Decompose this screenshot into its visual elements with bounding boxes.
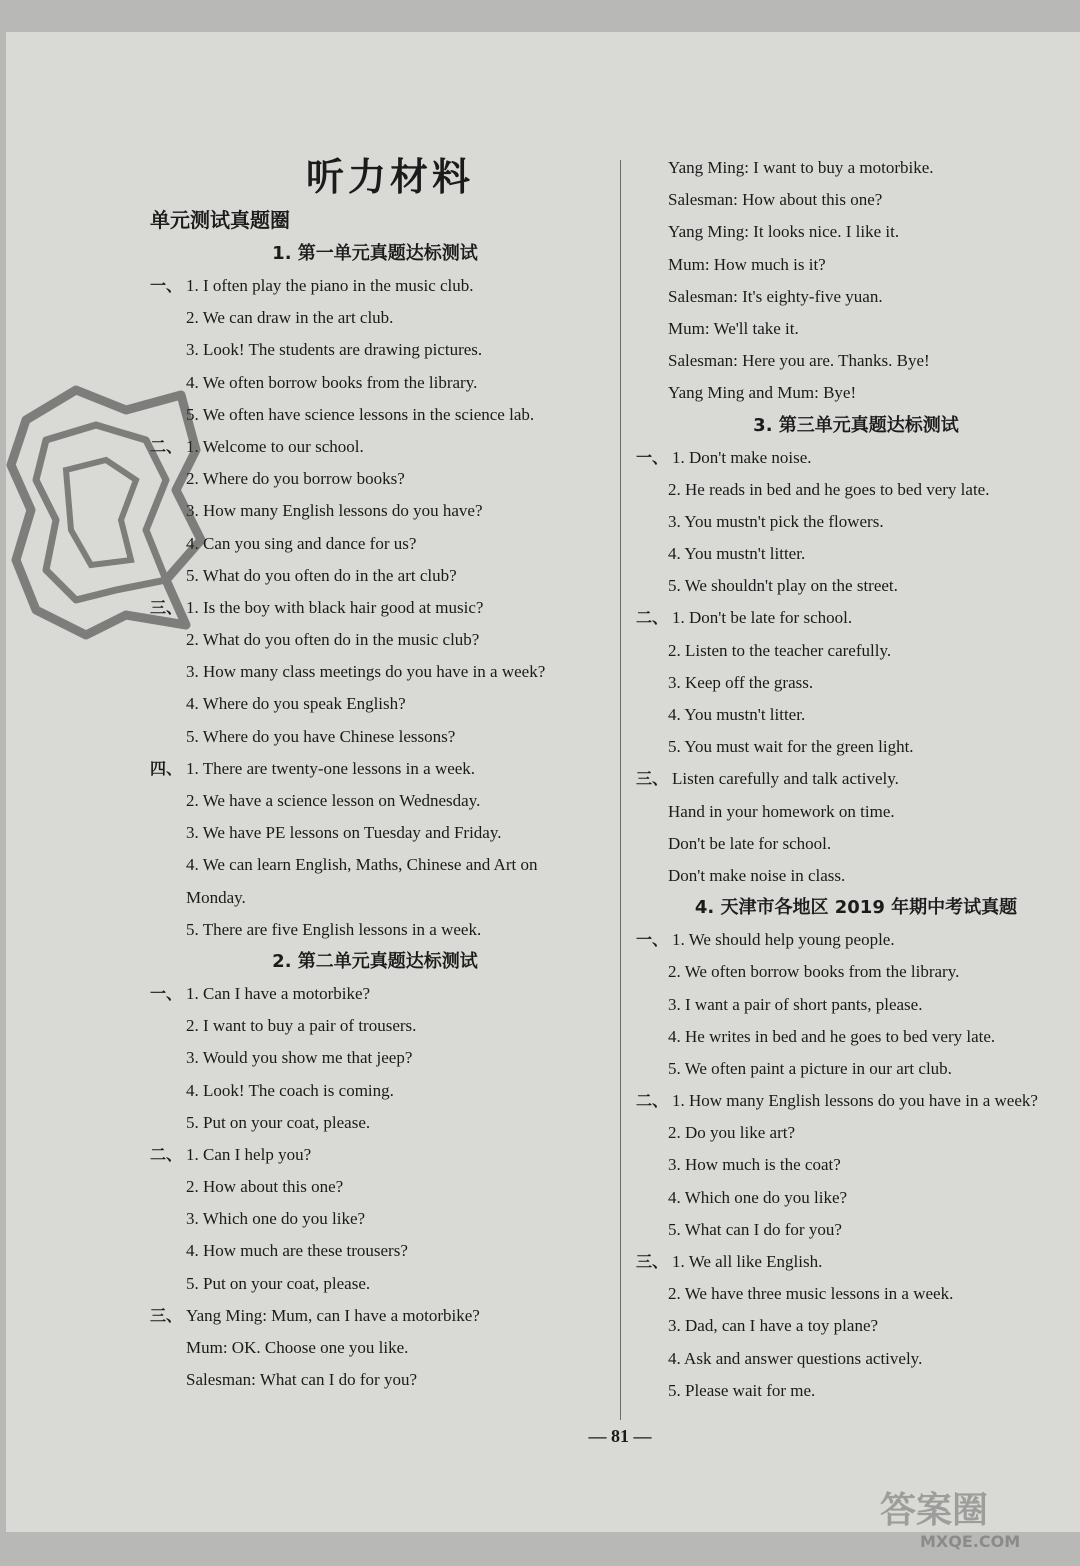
line-text: 5. You must wait for the green light. <box>668 737 914 757</box>
question-line <box>150 1171 600 1203</box>
line-text: 4. He writes in bed and he goes to bed very late. <box>668 1026 996 1046</box>
text-line <box>636 860 1076 892</box>
line-text: Don't make noise in class. <box>668 865 846 885</box>
line-text: 5. Where do you have Chinese lessons? <box>186 726 456 746</box>
line-text: Yang Ming: I want to buy a motorbike. <box>668 158 934 177</box>
section-marker: 一、 <box>636 930 669 950</box>
question-line <box>636 956 1076 988</box>
question-line <box>150 1010 600 1042</box>
line-text: 3. Dad, can I have a toy plane? <box>668 1316 879 1336</box>
line-text: 2. We have three music lessons in a week. <box>668 1284 954 1304</box>
line-text: 3. Look! The students are drawing pictures. <box>186 340 483 360</box>
text-line <box>636 249 1076 281</box>
line-text: 1. We all like English. <box>672 1252 823 1271</box>
line-text: 3. We have PE lessons on Tuesday and Friday. <box>186 823 502 843</box>
question-line <box>150 1268 600 1300</box>
watermark-text: 答案圈 <box>880 1490 989 1531</box>
line-text: Monday. <box>186 887 246 907</box>
question-line <box>636 1310 1076 1342</box>
line-text: 2. Do you like art? <box>668 1123 795 1143</box>
section-marker: 二、 <box>636 608 669 628</box>
line-text: 2. What do you often do in the music club? <box>186 630 480 650</box>
line-text: 3. Keep off the grass. <box>668 672 814 692</box>
line-text: 5. Put on your coat, please. <box>186 1112 371 1132</box>
line-text: 3. How many English lessons do you have? <box>186 501 483 521</box>
text-line <box>150 1332 600 1364</box>
question-line <box>150 1139 600 1171</box>
question-line <box>150 1203 600 1235</box>
question-line <box>636 1117 1076 1149</box>
question-line <box>150 785 600 817</box>
line-text: 3. You mustn't pick the flowers. <box>668 511 884 531</box>
line-text: Hand in your homework on time. <box>668 801 895 821</box>
question-line <box>636 602 1076 634</box>
question-line <box>636 989 1076 1021</box>
section-heading: 单元测试真题圈 <box>150 208 290 232</box>
section-marker: 一、 <box>636 447 669 467</box>
text-line <box>636 796 1076 828</box>
line-text: 3. How many class meetings do you have in a week? <box>186 662 546 682</box>
text-line <box>636 216 1076 248</box>
section-marker: 一、 <box>150 983 183 1003</box>
section-marker: 三、 <box>636 1252 669 1271</box>
line-text: 5. What can I do for you? <box>668 1219 842 1239</box>
line-text: 5. What do you often do in the art club? <box>186 565 457 585</box>
line-text: Yang Ming: Mum, can I have a motorbike? <box>186 1305 480 1325</box>
test-title: 1. 第一单元真题达标测试 <box>272 243 478 264</box>
line-text: 2. We have a science lesson on Wednesday. <box>186 791 481 810</box>
question-line <box>150 1075 600 1107</box>
line-text: Yang Ming: It looks nice. I like it. <box>668 222 900 242</box>
line-text: 1. Is the boy with black hair good at music? <box>186 597 484 617</box>
question-line <box>150 817 600 849</box>
question-line <box>150 334 600 366</box>
left-lines <box>150 238 600 1396</box>
line-text: 4. Ask and answer questions actively. <box>668 1348 923 1368</box>
question-line <box>636 1375 1076 1407</box>
line-text: 2. We often borrow books from the library. <box>668 962 960 982</box>
question-line <box>150 399 600 431</box>
question-line <box>636 1149 1076 1181</box>
question-line <box>150 270 600 302</box>
line-text: 3. Would you show me that jeep? <box>186 1048 413 1068</box>
line-text: 2. I want to buy a pair of trousers. <box>186 1016 417 1036</box>
line-text: 4. We can learn English, Maths, Chinese and Art on <box>186 855 538 875</box>
question-line <box>150 1300 600 1332</box>
line-text: 5. We often paint a picture in our art club. <box>668 1058 952 1078</box>
question-line <box>150 721 600 753</box>
line-text: Mum: OK. Choose one you like. <box>186 1338 409 1357</box>
section-marker: 四、 <box>150 758 183 778</box>
line-text: Salesman: Here you are. Thanks. Bye! <box>668 351 930 371</box>
line-text: 5. We often have science lessons in the science lab. <box>186 404 535 424</box>
text-line <box>636 152 1076 184</box>
question-line <box>636 506 1076 538</box>
question-line <box>636 1278 1076 1310</box>
page-number: — 81 — <box>588 1426 652 1446</box>
line-text: 5. Please wait for me. <box>668 1380 816 1400</box>
question-line <box>150 624 600 656</box>
line-text: Salesman: What can I do for you? <box>186 1370 418 1390</box>
line-text: 1. Can I have a motorbike? <box>186 983 371 1003</box>
line-text: 2. We can draw in the art club. <box>186 308 394 328</box>
text-line <box>636 281 1076 313</box>
line-text: 4. You mustn't litter. <box>668 544 806 564</box>
line-text: 4. You mustn't litter. <box>668 705 806 724</box>
test-title: 3. 第三单元真题达标测试 <box>753 414 959 436</box>
question-line <box>636 1053 1076 1085</box>
question-line <box>636 1085 1076 1117</box>
line-text: Mum: How much is it? <box>668 254 826 274</box>
line-text: 1. Don't be late for school. <box>672 608 853 628</box>
line-text: Salesman: It's eighty-five yuan. <box>668 286 883 306</box>
line-text: 1. We should help young people. <box>672 930 895 950</box>
line-text: 4. Which one do you like? <box>668 1187 848 1207</box>
line-text: 5. Put on your coat, please. <box>186 1273 371 1293</box>
question-line <box>150 753 600 785</box>
question-line <box>636 1343 1076 1375</box>
question-line <box>150 978 600 1010</box>
text-line <box>636 313 1076 345</box>
line-text: 1. How many English lessons do you have in a week? <box>672 1091 1038 1111</box>
question-line <box>150 592 600 624</box>
section-marker: 二、 <box>150 436 183 456</box>
question-line <box>636 731 1076 763</box>
question-line <box>150 1107 600 1139</box>
line-text: 4. How much are these trousers? <box>186 1241 408 1261</box>
question-line <box>636 474 1076 506</box>
text-line <box>636 184 1076 216</box>
question-line <box>636 1021 1076 1053</box>
question-line <box>150 367 600 399</box>
question-line <box>150 1042 600 1074</box>
test-title: 2. 第二单元真题达标测试 <box>272 950 478 972</box>
question-line <box>636 763 1076 795</box>
line-text: 1. Can I help you? <box>186 1144 312 1164</box>
line-text: 4. Look! The coach is coming. <box>186 1080 394 1100</box>
line-text: 1. Welcome to our school. <box>186 436 364 456</box>
right-lines <box>636 152 1076 1407</box>
question-line <box>150 302 600 334</box>
question-line <box>636 442 1076 474</box>
question-line <box>636 699 1076 731</box>
question-line <box>636 924 1076 956</box>
line-text: 2. Where do you borrow books? <box>186 469 405 489</box>
question-line <box>150 914 600 946</box>
line-text: 3. I want a pair of short pants, please. <box>668 994 923 1014</box>
question-line <box>636 538 1076 570</box>
column-divider <box>620 160 621 1420</box>
watermark-domain: MXQE.COM <box>920 1532 1021 1551</box>
section-marker: 二、 <box>150 1144 183 1164</box>
line-text: Listen carefully and talk actively. <box>672 769 899 789</box>
section-marker: 三、 <box>150 597 183 617</box>
line-text: Yang Ming and Mum: Bye! <box>668 383 857 403</box>
line-text: Salesman: How about this one? <box>668 190 883 210</box>
question-line <box>150 849 600 881</box>
section-marker: 二、 <box>636 1091 669 1111</box>
line-text: 5. We shouldn't play on the street. <box>668 576 898 596</box>
section-marker: 一、 <box>150 276 183 295</box>
question-line <box>150 528 600 560</box>
test-title: 4. 天津市各地区 2019 年期中考试真题 <box>694 897 1018 919</box>
line-text: 3. Which one do you like? <box>186 1209 366 1229</box>
text-line <box>636 345 1076 377</box>
line-text: 4. Can you sing and dance for us? <box>186 533 417 553</box>
question-line <box>150 1235 600 1267</box>
line-text: Mum: We'll take it. <box>668 318 799 338</box>
left-column <box>150 152 600 1396</box>
question-line <box>150 463 600 495</box>
question-line <box>636 667 1076 699</box>
line-text: 3. How much is the coat? <box>668 1155 841 1175</box>
line-text: 1. Don't make noise. <box>672 447 812 467</box>
text-line <box>636 828 1076 860</box>
line-text: 1. I often play the piano in the music club. <box>186 276 474 295</box>
question-line <box>636 570 1076 602</box>
line-text: Don't be late for school. <box>668 833 832 853</box>
text-line <box>636 377 1076 409</box>
question-line <box>150 495 600 527</box>
question-line <box>150 656 600 688</box>
question-line <box>636 1182 1076 1214</box>
page-title: 听力材料 <box>305 155 474 199</box>
section-marker: 三、 <box>636 769 669 789</box>
line-text: 4. We often borrow books from the library. <box>186 372 478 392</box>
line-text: 1. There are twenty-one lessons in a week. <box>186 758 476 778</box>
section-marker: 三、 <box>150 1305 183 1325</box>
line-text: 2. Listen to the teacher carefully. <box>668 640 892 660</box>
line-text: 5. There are five English lessons in a week. <box>186 919 482 939</box>
question-line <box>150 431 600 463</box>
line-text: 2. How about this one? <box>186 1177 344 1197</box>
text-line <box>150 882 600 914</box>
right-column <box>636 152 1076 1407</box>
question-line <box>150 560 600 592</box>
stamp-seal <box>6 380 206 640</box>
watermark-logo <box>880 1490 1070 1560</box>
line-text: 4. Where do you speak English? <box>186 694 406 714</box>
question-line <box>636 1246 1076 1278</box>
question-line <box>150 688 600 720</box>
question-line <box>636 635 1076 667</box>
question-line <box>636 1214 1076 1246</box>
line-text: 2. He reads in bed and he goes to bed very late. <box>668 479 990 499</box>
text-line <box>150 1364 600 1396</box>
